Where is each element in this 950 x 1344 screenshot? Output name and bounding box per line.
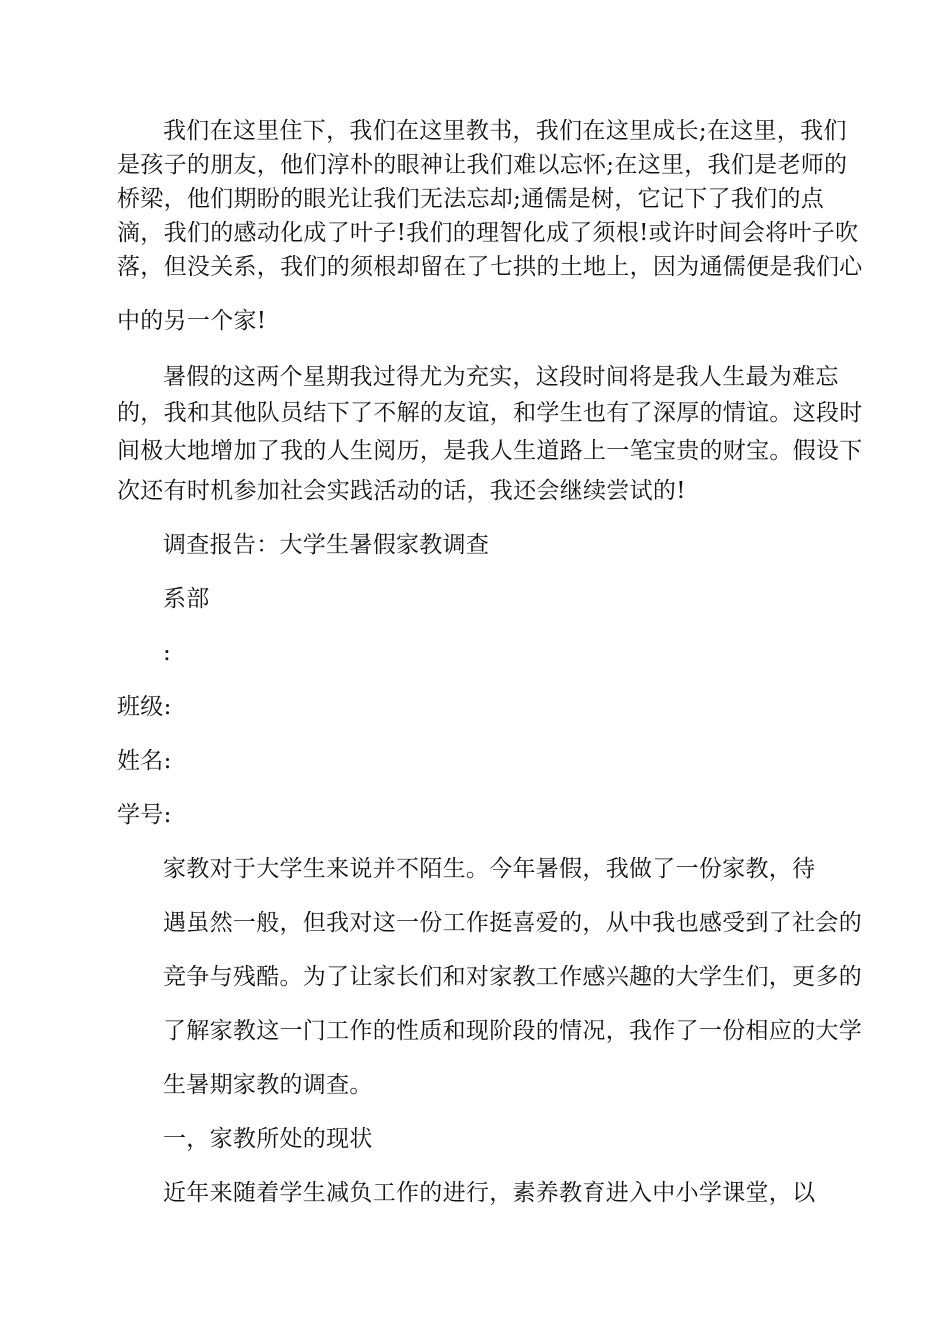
paragraph-3-line-3: 竞争与残酷。为了让家长们和对家教工作感兴趣的大学生们，更多的: [163, 964, 862, 990]
paragraph-1-line-2: 是孩子的朋友，他们淳朴的眼神让我们难以忘怀;在这里，我们是老师的: [117, 152, 848, 178]
paragraph-1-line-5: 落，但没关系，我们的须根却留在了七拱的土地上，因为通儒便是我们心: [117, 254, 863, 280]
student-id-label: 学号:: [117, 802, 172, 828]
paragraph-4-line-1: 近年来随着学生减负工作的进行，素养教育进入中小学课堂，以: [163, 1180, 816, 1206]
paragraph-3-line-1: 家教对于大学生来说并不陌生。今年暑假，我做了一份家教，待: [163, 856, 816, 882]
paragraph-2-line-2: 的，我和其他队员结下了不解的友谊，和学生也有了深厚的情谊。这段时: [117, 400, 863, 426]
paragraph-1-line-4: 滴，我们的感动化成了叶子!我们的理智化成了须根!或许时间会将叶子吹: [117, 220, 859, 246]
paragraph-1-line-3: 桥梁，他们期盼的眼光让我们无法忘却;通儒是树，它记下了我们的点: [117, 186, 825, 212]
paragraph-3-line-4: 了解家教这一门工作的性质和现阶段的情况，我作了一份相应的大学: [163, 1018, 862, 1044]
class-label: 班级:: [117, 694, 172, 720]
paragraph-2-line-3: 间极大地增加了我的人生阅历，是我人生道路上一笔宝贵的财宝。假设下: [117, 438, 863, 464]
paragraph-1-line-6: 中的另一个家!: [117, 308, 267, 334]
dept-label: 系部: [163, 586, 210, 612]
paragraph-2-line-1: 暑假的这两个星期我过得尤为充实，这段时间将是我人生最为难忘: [163, 364, 839, 390]
dept-colon: :: [163, 640, 172, 666]
section-1-heading: 一，家教所处的现状: [163, 1126, 373, 1152]
paragraph-1-line-1: 我们在这里住下，我们在这里教书，我们在这里成长;在这里，我们: [163, 118, 847, 144]
paragraph-3-line-2: 遇虽然一般，但我对这一份工作挺喜爱的，从中我也感受到了社会的: [163, 910, 862, 936]
report-title: 调查报告：大学生暑假家教调查: [163, 532, 490, 558]
paragraph-2-line-4: 次还有时机参加社会实践活动的话，我还会继续尝试的!: [117, 478, 686, 504]
name-label: 姓名:: [117, 748, 172, 774]
paragraph-3-line-5: 生暑期家教的调查。: [163, 1072, 373, 1098]
